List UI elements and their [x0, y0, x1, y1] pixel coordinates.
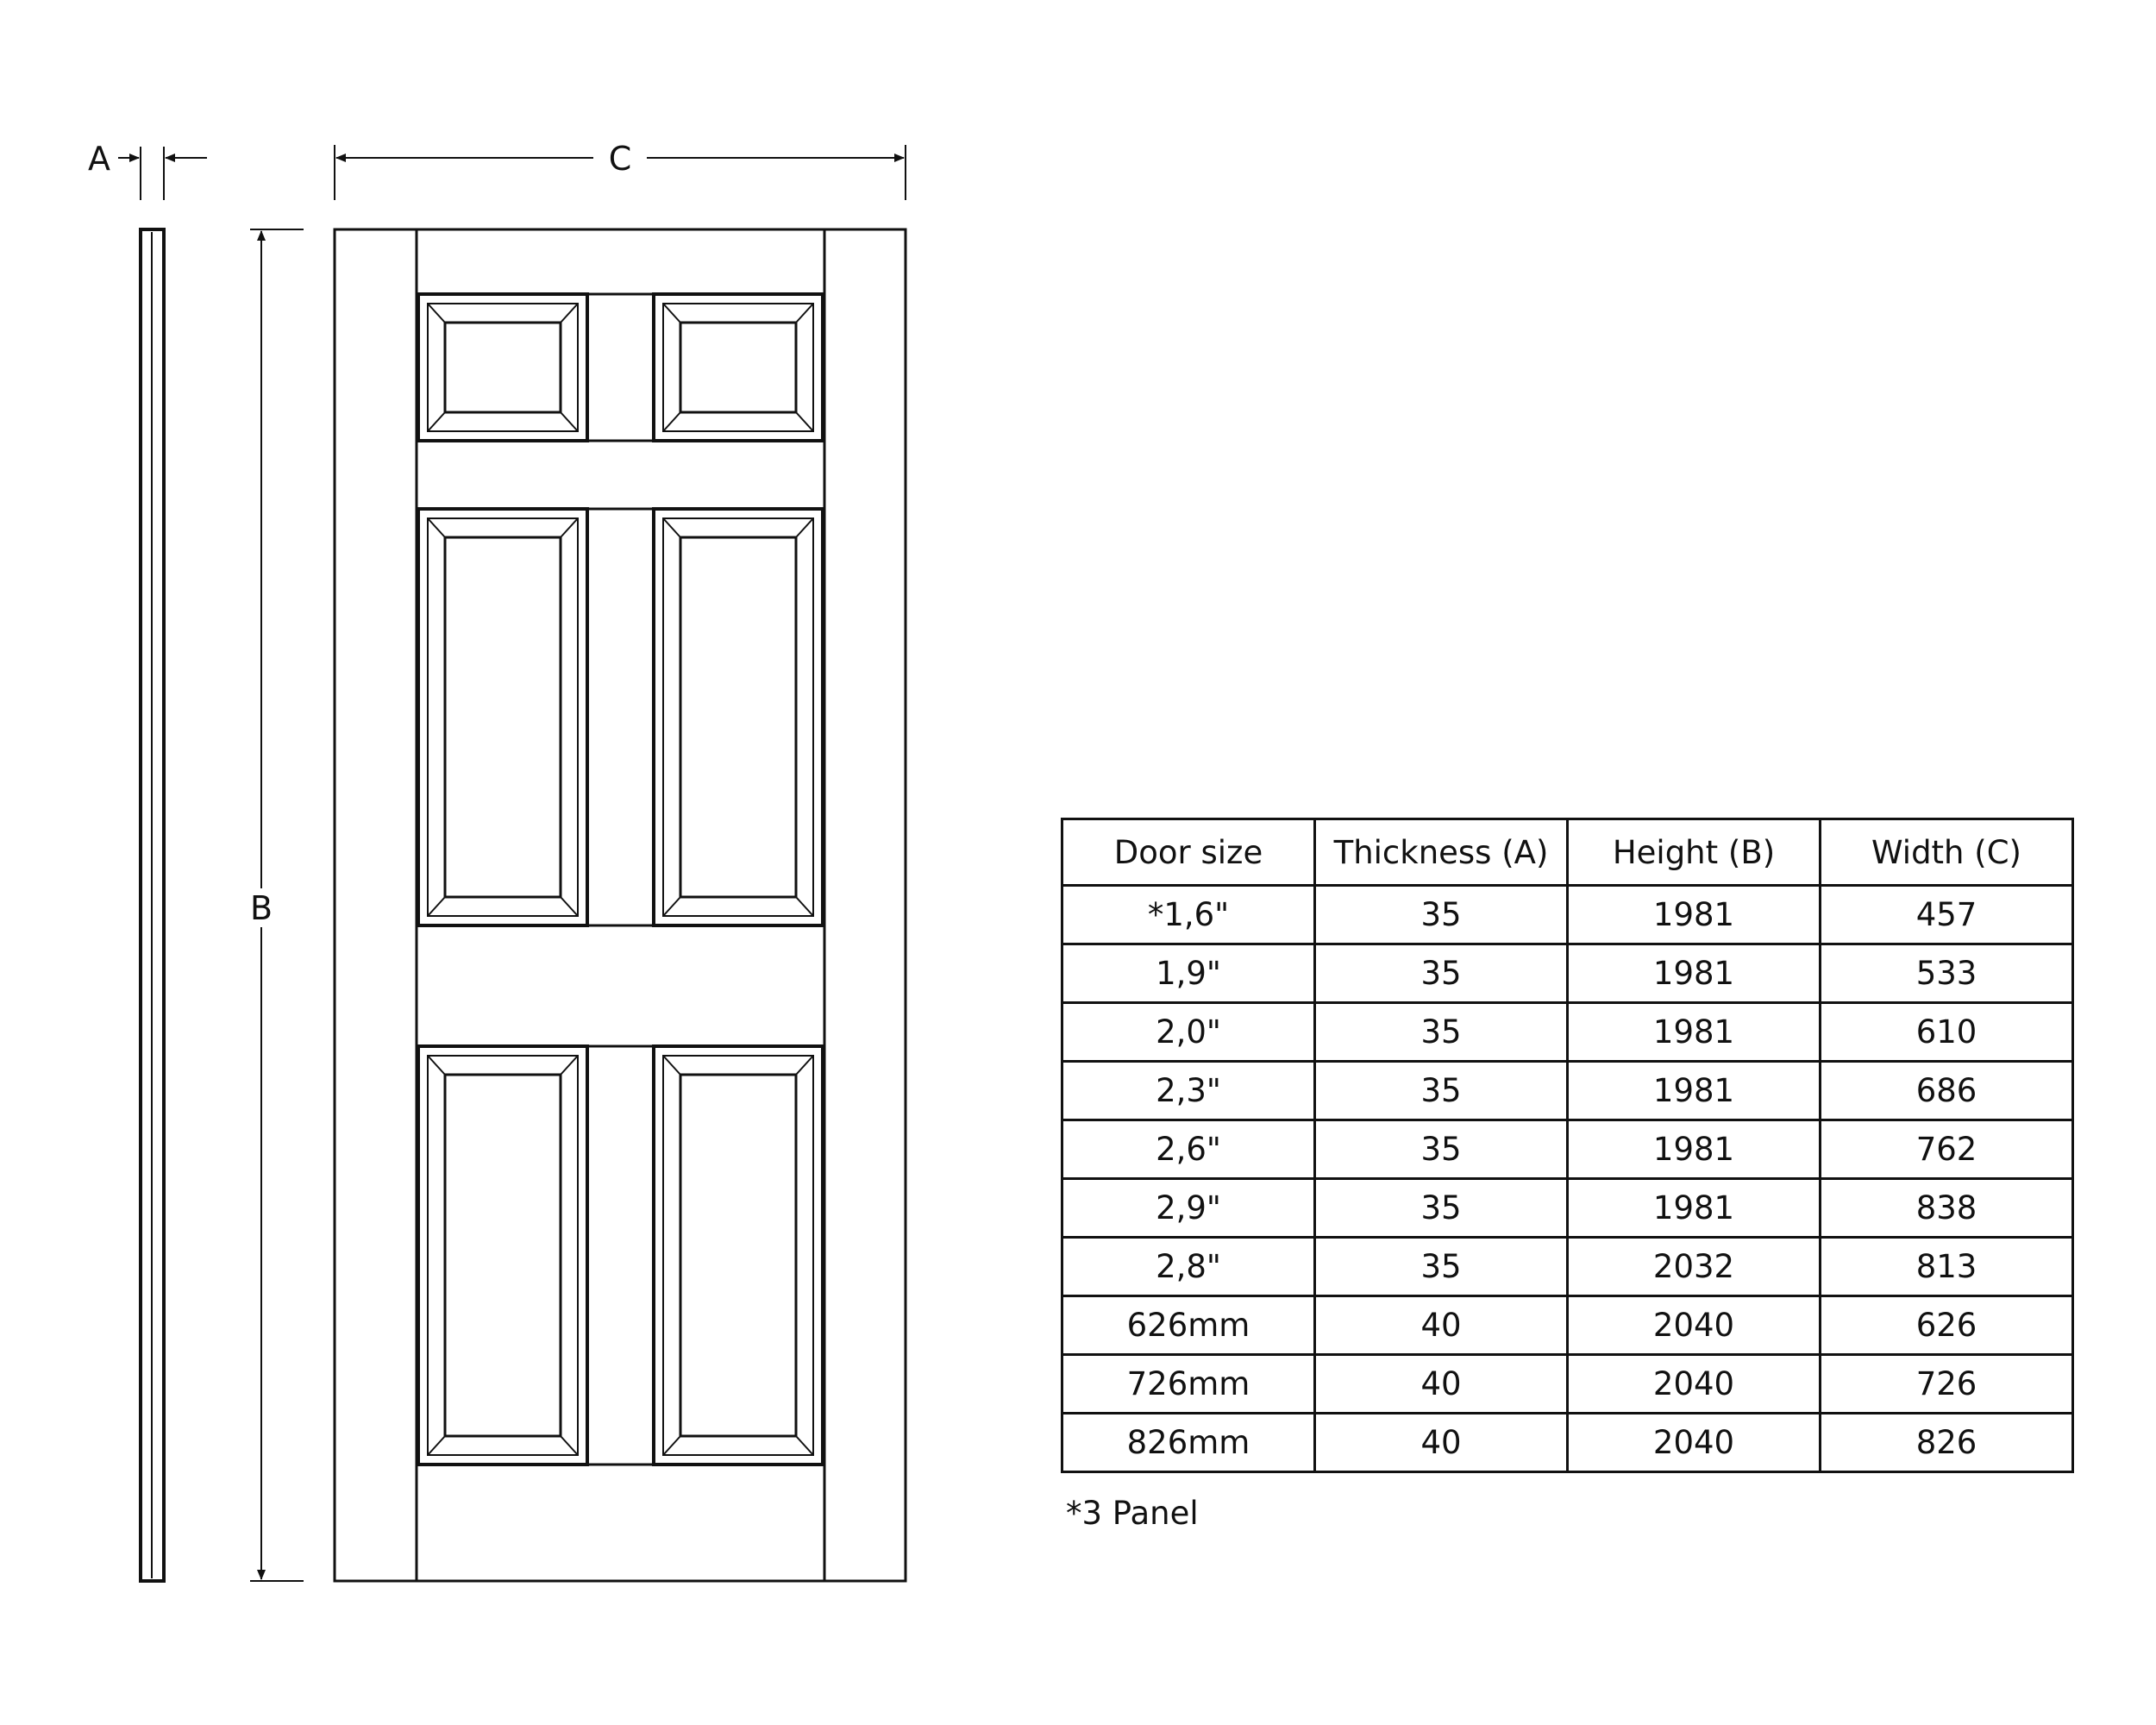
cell-height: 2032	[1568, 1238, 1821, 1296]
cell-height: 2040	[1568, 1355, 1821, 1414]
cell-height: 1981	[1568, 1120, 1821, 1179]
cell-thickness: 35	[1315, 944, 1568, 1003]
table-row	[1062, 886, 2073, 944]
cell-width: 762	[1821, 1120, 2073, 1179]
cell-width: 610	[1821, 1003, 2073, 1062]
table-row	[1062, 1062, 2073, 1120]
table-row	[1062, 1238, 2073, 1296]
cell-width: 826	[1821, 1414, 2073, 1472]
top-muntin	[587, 294, 654, 441]
cell-door-size: 626mm	[1062, 1296, 1315, 1355]
door-size-table	[1061, 818, 2074, 1473]
door-front-view	[335, 229, 906, 1581]
header-width: Width (C)	[1821, 819, 2073, 886]
cell-height: 1981	[1568, 1179, 1821, 1238]
table-row	[1062, 944, 2073, 1003]
cell-width: 838	[1821, 1179, 2073, 1238]
table-row	[1062, 1296, 2073, 1355]
cell-height: 1981	[1568, 886, 1821, 944]
header-height: Height (B)	[1568, 819, 1821, 886]
panel-middle-left	[418, 509, 587, 925]
cell-height: 1981	[1568, 1003, 1821, 1062]
panel-middle-right	[654, 509, 823, 925]
cell-width: 533	[1821, 944, 2073, 1003]
table-row	[1062, 1120, 2073, 1179]
table-row	[1062, 1414, 2073, 1472]
cell-thickness: 40	[1315, 1414, 1568, 1472]
cell-height: 1981	[1568, 1062, 1821, 1120]
cell-height: 1981	[1568, 944, 1821, 1003]
cell-door-size: *1,6"	[1062, 886, 1315, 944]
dimension-label-a: A	[88, 140, 110, 178]
cell-height: 2040	[1568, 1296, 1821, 1355]
height-dimension	[250, 229, 304, 1581]
table-row	[1062, 1179, 2073, 1238]
cell-thickness: 35	[1315, 1062, 1568, 1120]
cell-door-size: 2,3"	[1062, 1062, 1315, 1120]
cell-door-size: 2,6"	[1062, 1120, 1315, 1179]
cell-door-size: 2,0"	[1062, 1003, 1315, 1062]
table-header-row	[1062, 819, 2073, 886]
cell-thickness: 40	[1315, 1355, 1568, 1414]
footnote: *3 Panel	[1066, 1495, 1199, 1532]
cell-door-size: 726mm	[1062, 1355, 1315, 1414]
dimension-label-b: B	[249, 889, 273, 927]
header-door-size: Door size	[1062, 819, 1315, 886]
cell-door-size: 2,9"	[1062, 1179, 1315, 1238]
cell-door-size: 826mm	[1062, 1414, 1315, 1472]
panel-top-right	[654, 294, 823, 441]
cell-thickness: 40	[1315, 1296, 1568, 1355]
cell-door-size: 2,8"	[1062, 1238, 1315, 1296]
width-dimension	[335, 140, 906, 200]
cell-width: 626	[1821, 1296, 2073, 1355]
panel-top-left	[418, 294, 587, 441]
cell-height: 2040	[1568, 1414, 1821, 1472]
door-side-view	[141, 229, 164, 1581]
table-row	[1062, 1003, 2073, 1062]
thickness-dimension	[88, 140, 207, 200]
cell-thickness: 35	[1315, 1179, 1568, 1238]
cell-thickness: 35	[1315, 1003, 1568, 1062]
header-thickness: Thickness (A)	[1315, 819, 1568, 886]
panel-bottom-right	[654, 1046, 823, 1465]
cell-width: 686	[1821, 1062, 2073, 1120]
door-outline	[335, 229, 906, 1581]
center-muntin-lower	[587, 1046, 654, 1465]
cell-door-size: 1,9"	[1062, 944, 1315, 1003]
cell-thickness: 35	[1315, 886, 1568, 944]
cell-thickness: 35	[1315, 1120, 1568, 1179]
cell-width: 726	[1821, 1355, 2073, 1414]
cell-width: 457	[1821, 886, 2073, 944]
table-row	[1062, 1355, 2073, 1414]
cell-width: 813	[1821, 1238, 2073, 1296]
center-muntin-upper	[587, 509, 654, 925]
dimension-label-c: C	[608, 140, 632, 178]
panel-bottom-left	[418, 1046, 587, 1465]
cell-thickness: 35	[1315, 1238, 1568, 1296]
